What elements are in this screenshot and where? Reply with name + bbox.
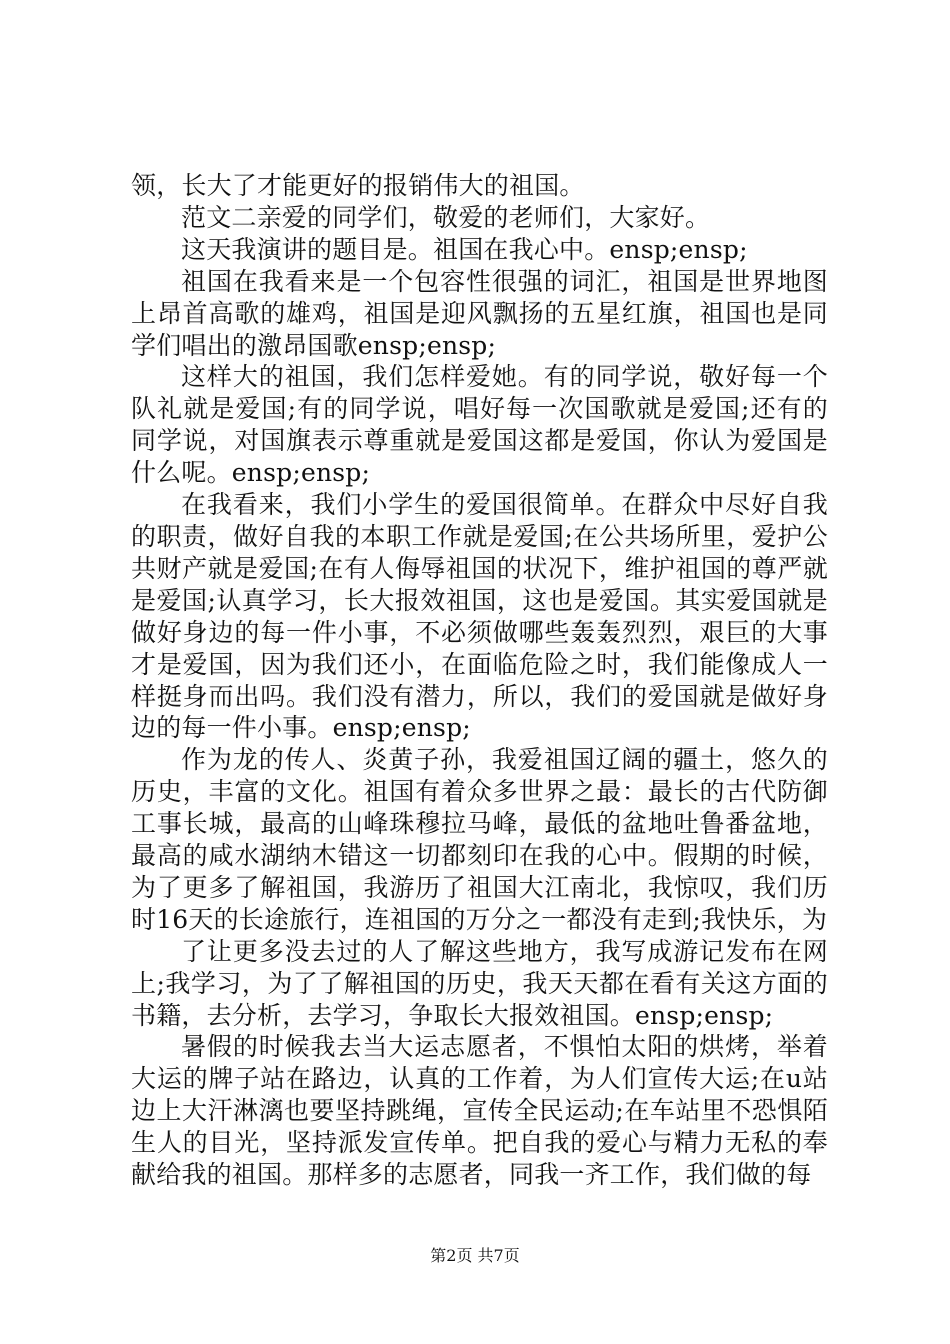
paragraph-volunteer: 暑假的时候我去当大运志愿者，不惧怕太阳的烘烤，举着大运的牌子站在路边，认真的工作着，为人们宣传大运;在u站边上大汗淋漓也要坚持跳绳，宣传全民运动;在车站里不恐惧陌生人的目光，坚持派发宣传单。把自我的爱心与精力无私的奉献给我的祖国。那样多的志愿者，同我一齐工作，我们做的每 bbox=[131, 1032, 828, 1190]
paragraph-motherland: 祖国在我看来是一个包容性很强的词汇，祖国是世界地图上昂首高歌的雄鸡，祖国是迎风飘扬的五星红旗，祖国也是同学们唱出的激昂国歌ensp;ensp; bbox=[131, 266, 828, 360]
paragraph-topic: 这天我演讲的题目是。祖国在我心中。ensp;ensp; bbox=[181, 234, 748, 264]
paragraph-travel-notes: 了让更多没去过的人了解这些地方，我写成游记发布在网上;我学习，为了了解祖国的历史，我天天都在看有关这方面的书籍，去分析，去学习，争取长大报效祖国。ensp;ensp; bbox=[131, 936, 828, 1030]
paragraph-greeting: 范文二亲爱的同学们，敬爱的老师们，大家好。 bbox=[181, 202, 711, 232]
paragraph-dragon-descendants: 作为龙的传人、炎黄子孙，我爱祖国辽阔的疆土，悠久的历史，丰富的文化。祖国有着众多世界之最：最长的古代防御工事长城，最高的山峰珠穆拉马峰，最低的盆地吐鲁番盆地，最高的咸水湖纳木错这一切都刻印在我的心中。假期的时候，为了更多了解祖国，我游历了祖国大江南北，我惊叹，我们历时16天的长途旅行，连祖国的万分之一都没有走到;我快乐，为 bbox=[131, 745, 828, 934]
document-body bbox=[131, 170, 828, 1191]
page-number-footer: 第2页 共7页 bbox=[430, 1246, 520, 1265]
paragraph-how-to-love: 这样大的祖国，我们怎样爱她。有的同学说，敬好每一个队礼就是爱国;有的同学说，唱好每一次国歌就是爱国;还有的同学说，对国旗表示尊重就是爱国这都是爱国，你认为爱国是什么呢。ensp;ensp; bbox=[131, 362, 828, 488]
paragraph-continuation: 领，长大了才能更好的报销伟大的祖国。 bbox=[131, 171, 585, 200]
paragraph-student-patriotism: 在我看来，我们小学生的爱国很简单。在群众中尽好自我的职责，做好自我的本职工作就是爱国;在公共场所里，爱护公共财产就是爱国;在有人侮辱祖国的状况下，维护祖国的尊严就是爱国;认真学习，长大报效祖国，这也是爱国。其实爱国就是做好身边的每一件小事，不必须做哪些轰轰烈烈，艰巨的大事才是爱国，因为我们还小，在面临危险之时，我们能像成人一样挺身而出吗。我们没有潜力，所以，我们的爱国就是做好身边的每一件小事。ensp;ensp; bbox=[131, 490, 828, 743]
